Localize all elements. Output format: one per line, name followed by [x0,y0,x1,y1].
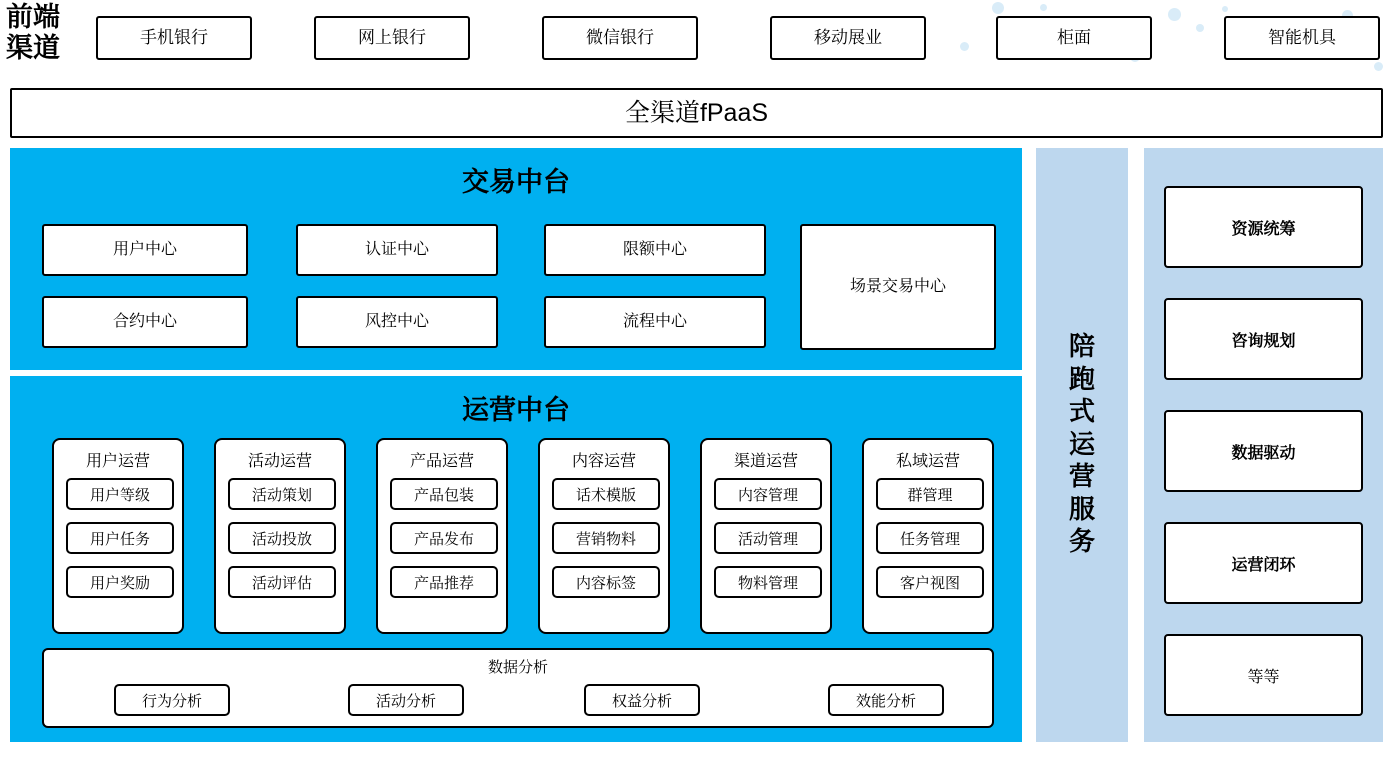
operation-group-title: 渠道运营 [733,453,798,470]
data-analysis-item: 行为分析 [114,684,230,716]
trade-center-box: 风控中心 [296,296,498,348]
channel-box: 微信银行 [542,16,698,60]
decorative-dot [1196,24,1204,32]
operation-group-item: 用户任务 [66,522,174,554]
operation-group-title: 内容运营 [571,453,636,470]
decorative-dot [960,42,969,51]
operation-group-item: 产品包装 [390,478,498,510]
data-analysis-section [42,648,994,728]
data-analysis-title: 数据分析 [487,659,548,676]
operation-group-item: 活动管理 [714,522,822,554]
operation-group-item: 客户视图 [876,566,984,598]
channel-box: 移动展业 [770,16,926,60]
operation-group-item: 群管理 [876,478,984,510]
accompany-operation-service-label: 陪跑式运营服务 [1068,332,1095,557]
operation-group [538,438,670,634]
channel-box: 手机银行 [96,16,252,60]
support-capability-column [1144,148,1383,742]
data-analysis-item: 效能分析 [828,684,944,716]
trade-center-box: 限额中心 [544,224,766,276]
decorative-dot [992,2,1004,14]
operation-group-item: 话术模版 [552,478,660,510]
operation-middle-platform-panel [10,376,1022,742]
operation-group-title: 活动运营 [247,453,312,470]
operation-platform-title: 运营中台 [462,395,570,425]
channel-box: 柜面 [996,16,1152,60]
front-channel-label: 前端渠道 [6,2,60,64]
operation-group-item: 内容管理 [714,478,822,510]
support-capability-box: 数据驱动 [1164,410,1363,492]
decorative-dot [1374,62,1383,71]
support-capability-box: 资源统筹 [1164,186,1363,268]
operation-group [52,438,184,634]
operation-group-item: 活动评估 [228,566,336,598]
operation-group-item: 任务管理 [876,522,984,554]
operation-group [862,438,994,634]
operation-group-item: 用户奖励 [66,566,174,598]
operation-group-item: 用户等级 [66,478,174,510]
trade-center-box: 用户中心 [42,224,248,276]
operation-group-title: 产品运营 [409,453,474,470]
decorative-dot [1040,4,1047,11]
support-capability-box: 运营闭环 [1164,522,1363,604]
trade-center-box: 认证中心 [296,224,498,276]
accompany-operation-service-column [1036,148,1128,742]
operation-group-item: 内容标签 [552,566,660,598]
operation-group [376,438,508,634]
channel-box: 智能机具 [1224,16,1380,60]
data-analysis-item: 活动分析 [348,684,464,716]
trade-center-box: 流程中心 [544,296,766,348]
omni-channel-fpaas-bar: 全渠道fPaaS [10,88,1383,138]
scene-trade-center-box: 场景交易中心 [800,224,996,350]
operation-group-item: 物料管理 [714,566,822,598]
operation-group-item: 产品推荐 [390,566,498,598]
trade-platform-title: 交易中台 [462,167,570,197]
decorative-dot [1168,8,1181,21]
data-analysis-item: 权益分析 [584,684,700,716]
operation-group-item: 活动投放 [228,522,336,554]
support-capability-box: 等等 [1164,634,1363,716]
support-capability-box: 咨询规划 [1164,298,1363,380]
trade-middle-platform-panel [10,148,1022,370]
decorative-dot [1222,6,1228,12]
operation-group-title: 私域运营 [895,453,960,470]
operation-group-item: 营销物料 [552,522,660,554]
operation-group [700,438,832,634]
operation-group-item: 产品发布 [390,522,498,554]
operation-group-item: 活动策划 [228,478,336,510]
operation-group-title: 用户运营 [85,453,150,470]
trade-center-box: 合约中心 [42,296,248,348]
channel-box: 网上银行 [314,16,470,60]
operation-group [214,438,346,634]
